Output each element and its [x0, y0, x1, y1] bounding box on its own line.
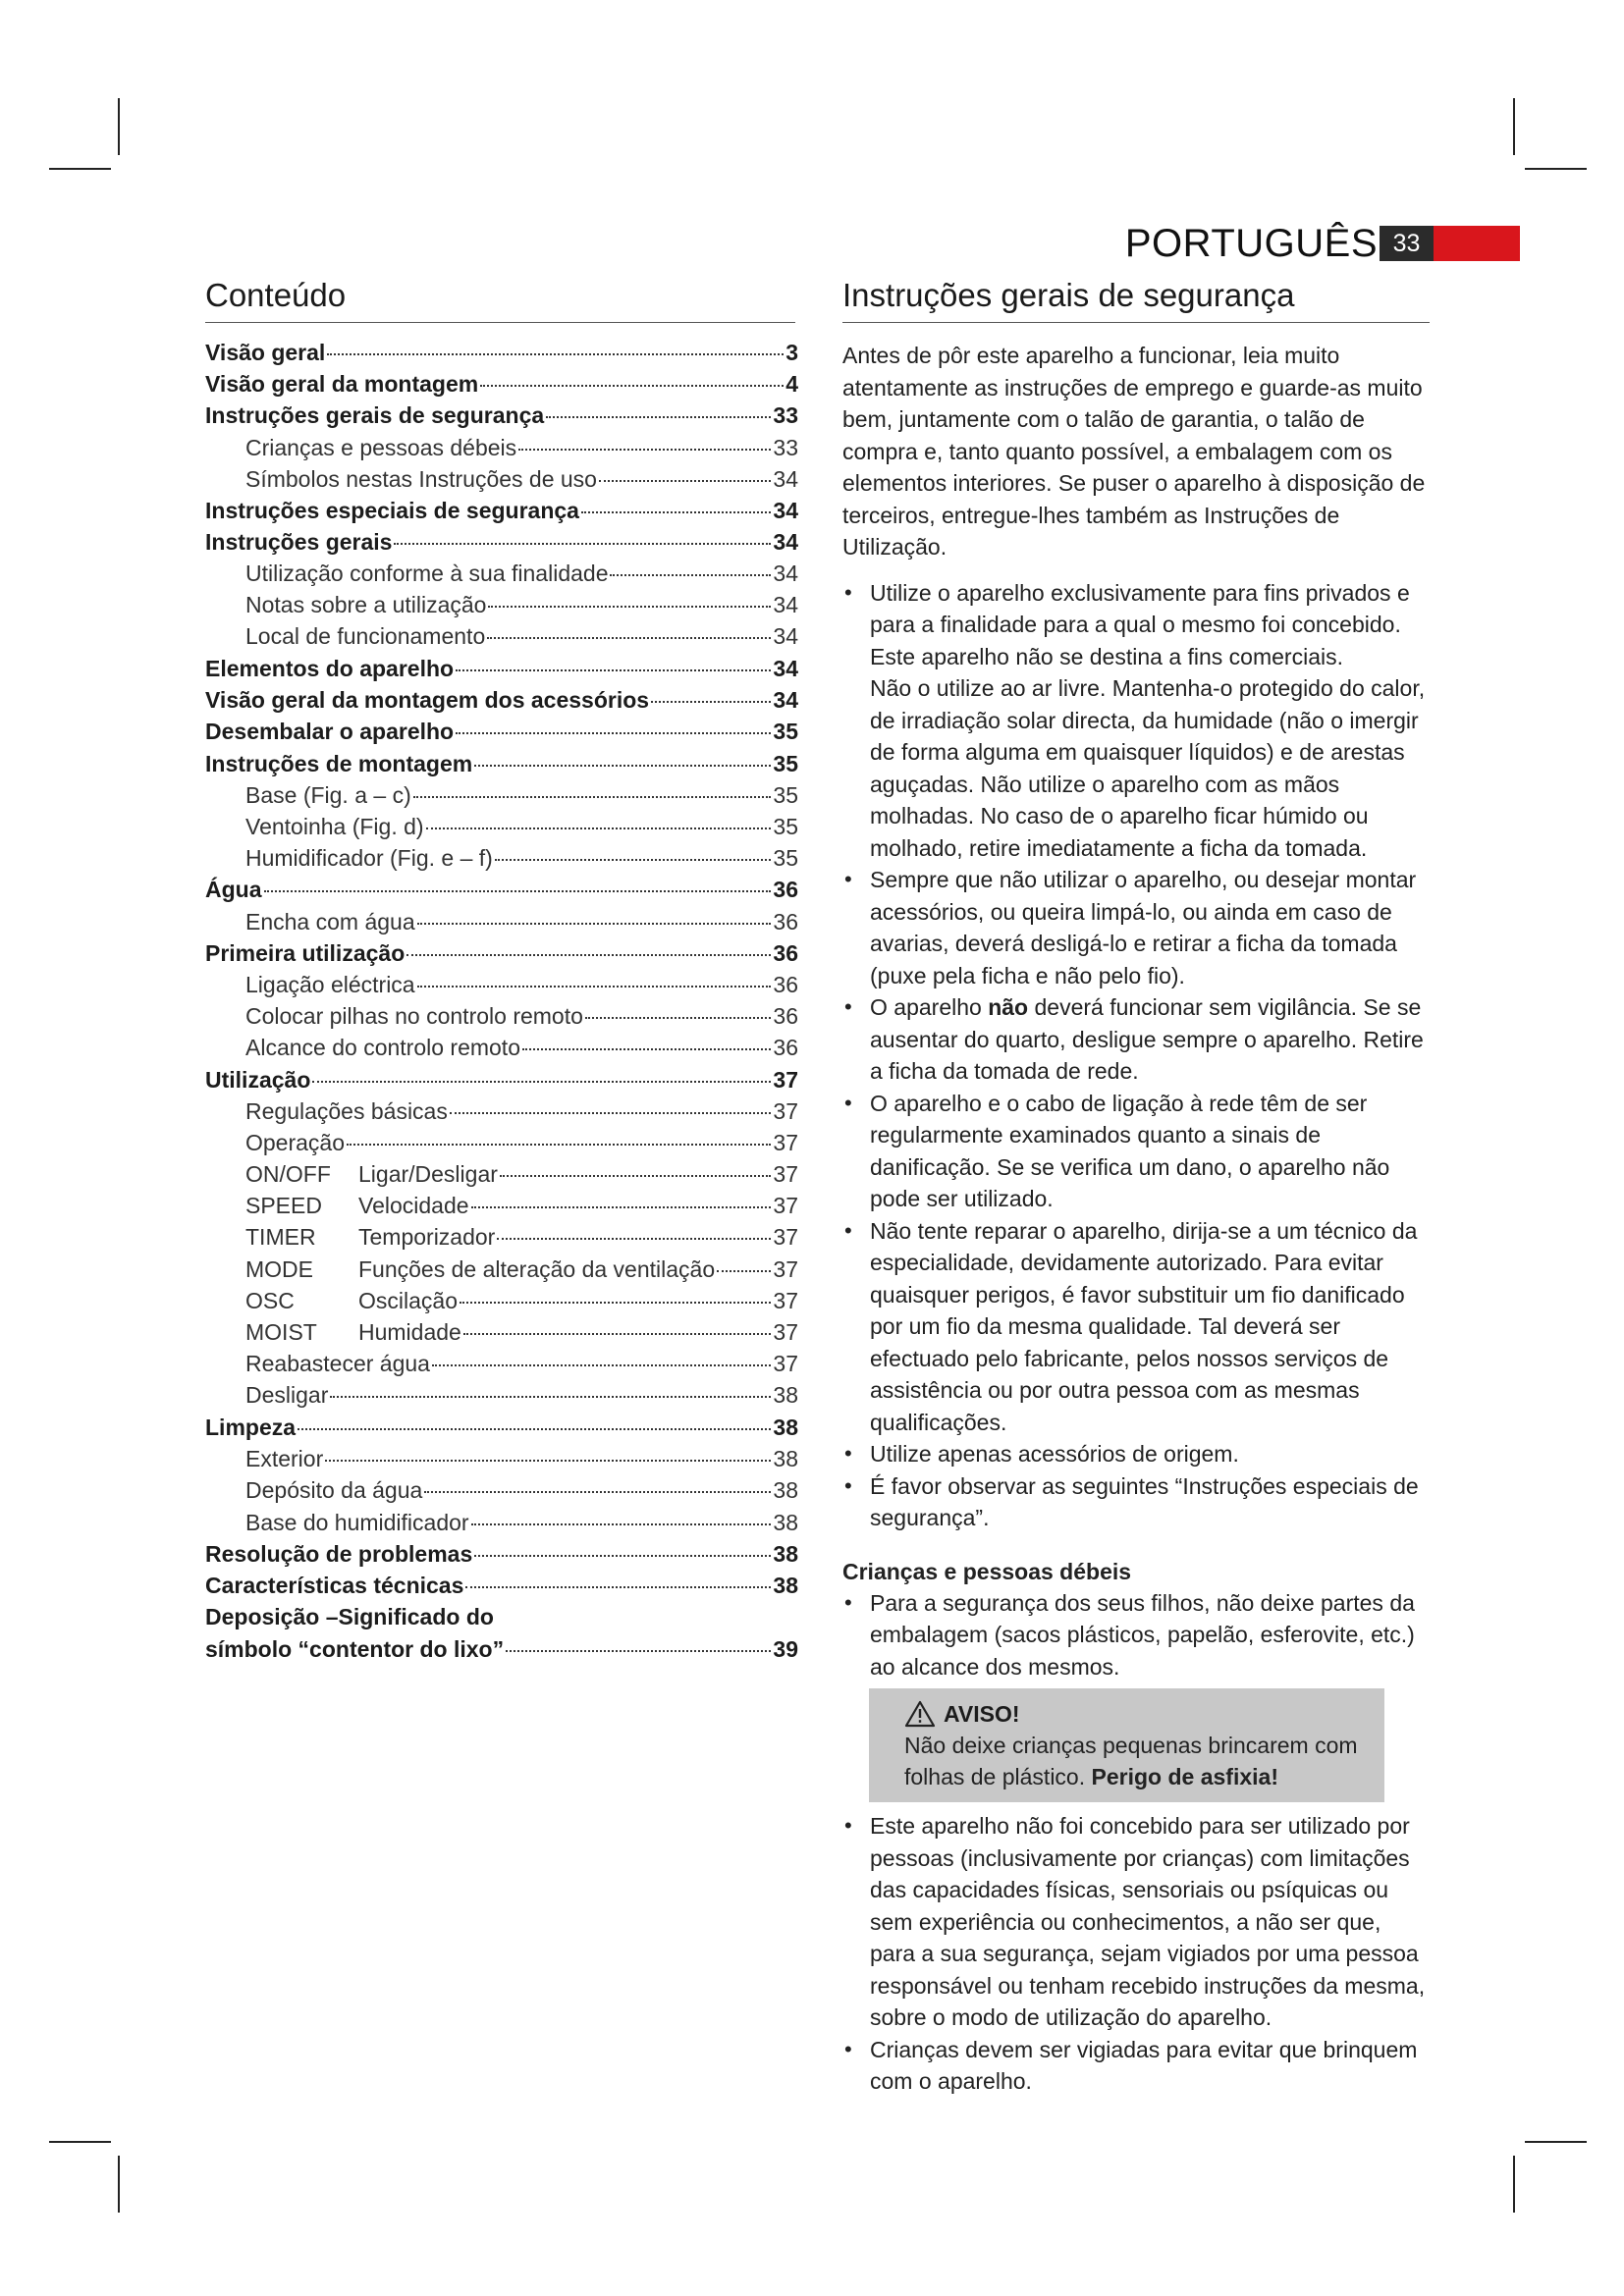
- safety-bullets: [842, 577, 1430, 1534]
- toc-leader-dots: [465, 1586, 771, 1588]
- bullet-continuation: Não o utilize ao ar livre. Mantenha-o protegido do calor, de irradiação solar directa, da humidade (não o imergir de forma alguma em quaisquer líquidos) e de arestas aguçadas. Não utilize o aparelho com as mãos molhadas. No caso de o aparelho ficar húmido ou molhado, retire imediatamente a ficha da tomada.: [870, 675, 1426, 861]
- toc-leader-dots: [264, 890, 772, 892]
- toc-entry[interactable]: [205, 337, 798, 368]
- toc-entry[interactable]: [245, 1254, 798, 1285]
- toc-leader-dots: [327, 353, 784, 355]
- toc-entry-label: Reabastecer água: [245, 1351, 430, 1376]
- toc-leader-dots: [487, 637, 771, 639]
- safety-section: [842, 273, 1430, 2098]
- toc-entry[interactable]: [245, 1443, 798, 1474]
- toc-entry-page: 39: [773, 1636, 798, 1662]
- toc-entry-label: Alcance do controlo remoto: [245, 1035, 520, 1060]
- toc-entry-label: Base do humidificador: [245, 1510, 469, 1535]
- toc-entry[interactable]: [205, 937, 798, 969]
- toc-entry[interactable]: [205, 1601, 494, 1632]
- toc-leader-dots: [426, 828, 772, 829]
- toc-entry-label: Velocidade: [358, 1193, 469, 1218]
- toc-entry-page: 35: [773, 814, 798, 839]
- toc-entry-label: Instruções gerais de segurança: [205, 402, 545, 428]
- toc-entry-page: 38: [773, 1573, 798, 1598]
- toc-entry-page: 33: [773, 435, 798, 460]
- warning-box: [869, 1688, 1384, 1802]
- toc-leader-dots: [471, 1523, 772, 1525]
- bullet-text: É favor observar as seguintes “Instruções especiais de segurança”.: [870, 1472, 1419, 1530]
- children-bullets-before: [842, 1587, 1430, 1683]
- toc-entry-page: 34: [773, 498, 798, 523]
- children-heading: Crianças e pessoas débeis: [842, 1558, 1132, 1584]
- toc-entry-label: Limpeza: [205, 1415, 297, 1440]
- toc-entry-page: 36: [773, 940, 798, 966]
- toc-entry[interactable]: [205, 1633, 798, 1665]
- toc-entry-page: 37: [773, 1161, 798, 1187]
- bullet-text: Para a segurança dos seus filhos, não deixe partes da embalagem (sacos plásticos, papelão, esferovite, etc.) ao alcance dos mesmos.: [870, 1589, 1415, 1680]
- toc-entry-page: 3: [785, 340, 798, 365]
- toc-entry[interactable]: [245, 558, 798, 589]
- toc-leader-dots: [456, 669, 771, 671]
- toc-entry-label: Resolução de problemas: [205, 1541, 473, 1567]
- toc-entry-label: Elementos do aparelho: [205, 656, 455, 681]
- toc-entry-page: 37: [773, 1319, 798, 1345]
- toc-entry-page: 38: [773, 1510, 798, 1535]
- toc-entry[interactable]: [245, 1221, 798, 1253]
- toc-entry[interactable]: [205, 684, 798, 716]
- toc-entry[interactable]: [205, 1412, 798, 1443]
- toc-entry-label: Características técnicas: [205, 1573, 464, 1598]
- warning-text: [904, 1730, 1371, 1792]
- bullet-text: Este aparelho não foi concebido para ser utilizado por pessoas (inclusivamente por crianças) com limitações das capacidades físicas, sensoriais ou psíquicas ou sem experiência ou conhecimentos, a não ser que, para a sua segurança, sejam vigiados por uma pessoa responsável ou tenham recebido instruções da mesma, sobre o modo de utilização do aparelho.: [870, 1813, 1426, 2030]
- toc-entry-label: Colocar pilhas no controlo remoto: [245, 1003, 583, 1029]
- bullet-text: Crianças devem ser vigiadas para evitar que brinquem com o aparelho.: [870, 2036, 1418, 2094]
- toc-entry-code: TIMER: [245, 1224, 316, 1250]
- toc-entry[interactable]: [245, 969, 798, 1000]
- toc-entry[interactable]: [205, 748, 798, 779]
- toc-entry-label: Instruções de montagem: [205, 751, 473, 776]
- toc-entry-page: 37: [773, 1067, 798, 1093]
- toc-leader-dots: [424, 1491, 771, 1493]
- toc-entry-label: Ligação eléctrica: [245, 972, 415, 997]
- vigilance-prefix: O aparelho: [870, 994, 989, 1020]
- toc-entry-page: 37: [773, 1098, 798, 1124]
- toc-entry-label: símbolo “contentor do lixo”: [205, 1636, 505, 1662]
- toc-entry-label: Deposição –Significado do: [205, 1604, 494, 1629]
- bullet-text: Utilize apenas acessórios de origem.: [870, 1441, 1239, 1467]
- toc-entry-label: Visão geral da montagem: [205, 371, 479, 397]
- toc-entry-label: Oscilação: [358, 1288, 458, 1313]
- crop-mark: [118, 98, 120, 155]
- toc-entry-label: Notas sobre a utilização: [245, 592, 487, 617]
- toc-entry[interactable]: [245, 1158, 798, 1190]
- toc-leader-dots: [312, 1081, 771, 1083]
- toc-leader-dots: [474, 1555, 771, 1557]
- list-item: [842, 577, 1430, 865]
- toc-leader-dots: [406, 954, 771, 956]
- toc-leader-dots: [497, 1238, 771, 1240]
- toc-entry[interactable]: [245, 1507, 798, 1538]
- toc-leader-dots: [518, 449, 771, 451]
- toc-leader-dots: [417, 986, 772, 988]
- toc-entry-label: Exterior: [245, 1446, 324, 1471]
- toc-entry-page: 37: [773, 1256, 798, 1282]
- toc-title: Conteúdo: [205, 277, 347, 313]
- list-item: [842, 1470, 1430, 1534]
- toc-entry-page: 33: [773, 402, 798, 428]
- toc-entry-page: 38: [773, 1477, 798, 1503]
- toc-entry[interactable]: [245, 1474, 798, 1506]
- toc-entry[interactable]: [205, 874, 798, 905]
- toc-entry-label: Água: [205, 877, 262, 902]
- toc-leader-dots: [394, 543, 771, 545]
- crop-mark: [1513, 2156, 1515, 2213]
- toc-entry[interactable]: [245, 620, 798, 652]
- toc-entry-page: 34: [773, 529, 798, 555]
- toc-entry-label: Desligar: [245, 1382, 329, 1408]
- toc-entry[interactable]: [245, 1190, 798, 1221]
- toc-leader-dots: [488, 606, 771, 608]
- toc-entry-label: Humidade: [358, 1319, 461, 1345]
- toc-entry[interactable]: [245, 1316, 798, 1348]
- toc-entry[interactable]: [245, 432, 798, 463]
- toc-entry-page: 38: [773, 1415, 798, 1440]
- children-bullets-after: [842, 1810, 1430, 2098]
- toc-entry-page: 36: [773, 1035, 798, 1060]
- toc-entry-page: 35: [773, 782, 798, 808]
- toc-entry-page: 36: [773, 972, 798, 997]
- toc-entry[interactable]: [245, 1032, 798, 1063]
- list-item: [842, 1215, 1430, 1439]
- toc-leader-dots: [474, 765, 771, 767]
- toc-leader-dots: [417, 923, 772, 925]
- toc-leader-dots: [581, 511, 771, 513]
- toc-entry-label: Símbolos nestas Instruções de uso: [245, 466, 597, 492]
- page-number: 33: [1380, 226, 1434, 261]
- toc-entry-label: Encha com água: [245, 909, 415, 934]
- list-item: [842, 1810, 1430, 2034]
- list-item: [842, 2034, 1430, 2098]
- toc-entry-label: Crianças e pessoas débeis: [245, 435, 517, 460]
- toc-leader-dots: [456, 732, 771, 734]
- toc-entry-page: 36: [773, 877, 798, 902]
- toc-entry[interactable]: [245, 1095, 798, 1127]
- toc-entry[interactable]: [245, 906, 798, 937]
- bullet-text: Utilize o aparelho exclusivamente para fins privados e para a finalidade para a qual o mesmo foi concebido. Este aparelho não se destina a fins comerciais.: [870, 579, 1410, 669]
- toc-entry-page: 4: [785, 371, 798, 397]
- toc-entry-code: MODE: [245, 1256, 313, 1282]
- toc-entry[interactable]: [245, 1379, 798, 1411]
- toc-leader-dots: [599, 480, 771, 482]
- toc-entry-label: Desembalar o aparelho: [205, 719, 455, 744]
- toc-entry-label: Regulações básicas: [245, 1098, 448, 1124]
- warning-text-bold: Perigo de asfixia!: [1091, 1764, 1278, 1789]
- toc-entry[interactable]: [205, 526, 798, 558]
- toc-entry[interactable]: [205, 495, 798, 526]
- toc-entry[interactable]: [205, 1538, 798, 1570]
- toc-entry-label: Instruções especiais de segurança: [205, 498, 579, 523]
- toc-entry-code: SPEED: [245, 1193, 322, 1218]
- toc-leader-dots: [463, 1333, 772, 1335]
- toc-entry-label: Instruções gerais: [205, 529, 393, 555]
- toc-entry-page: 35: [773, 751, 798, 776]
- toc-entry-code: MOIST: [245, 1319, 317, 1345]
- toc-entry-label: Humidificador (Fig. e – f): [245, 845, 493, 871]
- toc-entry[interactable]: [245, 811, 798, 842]
- toc-entry[interactable]: [245, 1285, 798, 1316]
- toc-entry-page: 37: [773, 1224, 798, 1250]
- table-of-contents: [205, 273, 798, 1662]
- toc-entry-label: Visão geral: [205, 340, 326, 365]
- toc-entry-page: 34: [773, 592, 798, 617]
- language-title: PORTUGUÊS: [1124, 222, 1378, 265]
- toc-entry[interactable]: [245, 779, 798, 811]
- safety-title: Instruções gerais de segurança: [842, 277, 1295, 313]
- toc-entry-page: 37: [773, 1193, 798, 1218]
- toc-entry[interactable]: [245, 589, 798, 620]
- toc-entry[interactable]: [205, 1064, 798, 1095]
- toc-entry-code: OSC: [245, 1288, 295, 1313]
- toc-entry-label: Base (Fig. a – c): [245, 782, 411, 808]
- toc-entry-page: 34: [773, 561, 798, 586]
- bullet-text: O aparelho e o cabo de ligação à rede têm de ser regularmente examinados quanto a sinais de danificação. Se se verifica um dano, o aparelho não pode ser utilizado.: [870, 1090, 1390, 1211]
- list-item: [842, 1088, 1430, 1215]
- toc-leader-dots: [500, 1175, 772, 1177]
- toc-entry-page: 35: [773, 845, 798, 871]
- toc-entry[interactable]: [245, 1000, 798, 1032]
- toc-leader-dots: [506, 1650, 771, 1652]
- toc-entry-page: 37: [773, 1130, 798, 1155]
- crop-mark: [1525, 168, 1587, 170]
- toc-entry-page: 38: [773, 1446, 798, 1471]
- toc-entry-label: Local de funcionamento: [245, 623, 486, 649]
- toc-leader-dots: [717, 1270, 771, 1272]
- list-item: [842, 1587, 1430, 1683]
- warning-text-main: Não deixe crianças pequenas brincarem com folhas de plástico.: [904, 1733, 1358, 1789]
- toc-entry[interactable]: [205, 716, 798, 747]
- toc-leader-dots: [413, 796, 772, 798]
- toc-entry-label: Depósito da água: [245, 1477, 423, 1503]
- toc-entry[interactable]: [205, 653, 798, 684]
- toc-leader-dots: [471, 1206, 772, 1208]
- bullet-text: Não tente reparar o aparelho, dirija-se a um técnico da especialidade, devidamente autorizado. Para evitar quaisquer perigos, é favor substituir um fio danificado por um fio da mesma qualidade. Tal deverá ser efectuado pelo fabricante, pelos nossos serviços de assistência ou por outra pessoa com as mesmas qualificações.: [870, 1217, 1418, 1435]
- crop-mark: [49, 2141, 111, 2143]
- toc-leader-dots: [460, 1302, 771, 1304]
- toc-entry-page: 34: [773, 623, 798, 649]
- toc-entry-page: 37: [773, 1351, 798, 1376]
- toc-leader-dots: [450, 1112, 772, 1114]
- toc-entry[interactable]: [245, 1127, 798, 1158]
- vigilance-suffix: deverá funcionar sem vigilância. Se se ausentar do quarto, desligue sempre o aparelho. Retire a ficha da tomada de rede.: [870, 994, 1424, 1084]
- toc-leader-dots: [546, 416, 771, 418]
- toc-leader-dots: [330, 1396, 771, 1398]
- toc-entry-page: 35: [773, 719, 798, 744]
- toc-leader-dots: [347, 1144, 771, 1146]
- toc-entry-label: Ventoinha (Fig. d): [245, 814, 424, 839]
- toc-entry-page: 36: [773, 909, 798, 934]
- warning-title: [904, 1698, 1371, 1730]
- toc-entry-label: Temporizador: [358, 1224, 496, 1250]
- toc-entry-label: Primeira utilização: [205, 940, 406, 966]
- toc-leader-dots: [432, 1364, 771, 1366]
- toc-entry-page: 38: [773, 1541, 798, 1567]
- page-header: [1124, 221, 1520, 266]
- toc-entry-page: 34: [773, 656, 798, 681]
- list-item: [842, 991, 1430, 1088]
- accent-tab: [1434, 226, 1520, 261]
- toc-entry-page: 37: [773, 1288, 798, 1313]
- bullet-text: Sempre que não utilizar o aparelho, ou desejar montar acessórios, ou queira limpá-lo, ou ainda em caso de avarias, deverá desligá-lo e retirar a ficha da tomada (puxe pela ficha e não pelo fio).: [870, 867, 1417, 988]
- warning-title-text: AVISO!: [944, 1701, 1020, 1727]
- toc-entry[interactable]: [205, 400, 798, 431]
- toc-leader-dots: [298, 1428, 771, 1430]
- toc-leader-dots: [325, 1460, 771, 1462]
- crop-mark: [118, 2156, 120, 2213]
- toc-leader-dots: [651, 701, 771, 703]
- toc-entry-label: Ligar/Desligar: [358, 1161, 498, 1187]
- toc-entry[interactable]: [245, 463, 798, 495]
- vigilance-bold: não: [988, 994, 1029, 1020]
- toc-entry-code: ON/OFF: [245, 1161, 331, 1187]
- crop-mark: [1513, 98, 1515, 155]
- toc-entry-label: Utilização: [205, 1067, 311, 1093]
- toc-entry[interactable]: [245, 842, 798, 874]
- toc-entry[interactable]: [205, 1570, 798, 1601]
- toc-leader-dots: [522, 1048, 771, 1050]
- toc-entry-label: Operação: [245, 1130, 346, 1155]
- toc-leader-dots: [480, 385, 784, 387]
- warning-triangle-icon: [904, 1700, 936, 1728]
- toc-entry-page: 34: [773, 466, 798, 492]
- toc-entry-page: 38: [773, 1382, 798, 1408]
- toc-entry[interactable]: [245, 1348, 798, 1379]
- toc-entry-label: Funções de alteração da ventilação: [358, 1256, 716, 1282]
- list-item: [842, 1438, 1430, 1470]
- toc-entry-label: Utilização conforme à sua finalidade: [245, 561, 609, 586]
- list-item: [842, 864, 1430, 991]
- toc-rule: [205, 322, 795, 323]
- crop-mark: [1525, 2141, 1587, 2143]
- toc-entry-page: 34: [773, 687, 798, 713]
- intro-paragraph: Antes de pôr este aparelho a funcionar, leia muito atentamente as instruções de emprego e guarde-as muito bem, juntamente com o talão de garantia, o talão de compra e, tanto quanto possível, a embalagem com os elementos interiores. Se puser o aparelho à disposição de terceiros, entregue-lhes também as Instruções de Utilização.: [842, 343, 1426, 560]
- toc-leader-dots: [585, 1017, 772, 1019]
- toc-entry-page: 36: [773, 1003, 798, 1029]
- toc-entry-label: Visão geral da montagem dos acessórios: [205, 687, 650, 713]
- toc-leader-dots: [610, 574, 771, 576]
- crop-mark: [49, 168, 111, 170]
- toc-entry[interactable]: [205, 368, 798, 400]
- toc-leader-dots: [495, 859, 772, 861]
